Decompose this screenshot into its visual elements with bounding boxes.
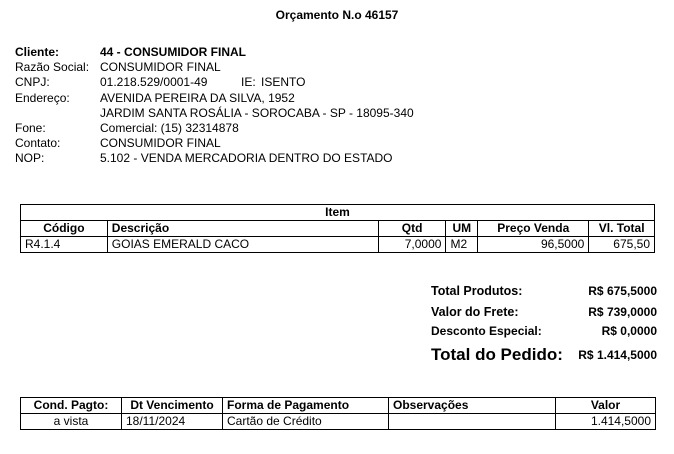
valor-frete-label: Valor do Frete: [431,305,519,319]
contato-label: Contato: [15,136,61,150]
total-produtos-value: R$ 675,5000 [588,284,657,298]
razao-value: CONSUMIDOR FINAL [100,60,221,74]
endereco-label: Endereço: [15,91,70,105]
contato-value: CONSUMIDOR FINAL [100,136,221,150]
cell-cond-pagto: a vista [21,414,122,430]
fone-label: Fone: [15,121,46,135]
valor-frete-value: R$ 739,0000 [588,305,657,319]
ie-value: ISENTO [261,75,306,89]
cnpj-value: 01.218.529/0001-49 [100,75,208,89]
items-table-header: Item [21,205,655,221]
endereco-line2: JARDIM SANTA ROSÁLIA - SOROCABA - SP - 18095-340 [100,106,414,120]
col-forma-pagamento: Forma de Pagamento [223,398,389,414]
razao-label: Razão Social: [15,60,90,74]
cnpj-label: CNPJ: [15,75,50,89]
table-row [21,237,655,253]
payment-table-columns [21,398,656,414]
cell-forma-pagamento: Cartão de Crédito [223,414,389,430]
cell-qtd: 7,0000 [378,237,446,253]
cliente-value: 44 - CONSUMIDOR FINAL [100,45,247,59]
desconto-label: Desconto Especial: [431,324,542,338]
cell-preco-venda: 96,5000 [478,237,589,253]
total-pedido-label: Total do Pedido: [431,345,563,364]
col-um: UM [446,221,478,237]
cell-observacoes [389,414,556,430]
total-produtos-label: Total Produtos: [431,284,523,298]
col-observacoes: Observações [389,398,556,414]
nop-label: NOP: [15,151,45,165]
col-vl-total: Vl. Total [589,221,655,237]
cell-descricao: GOIAS EMERALD CACO [107,237,378,253]
items-table-columns [21,221,655,237]
total-pedido-value: R$ 1.414,5000 [578,348,657,362]
col-codigo: Código [21,221,108,237]
desconto-value: R$ 0,0000 [601,324,657,338]
endereco-line1: AVENIDA PEREIRA DA SILVA, 1952 [100,91,295,105]
cell-um: M2 [446,237,478,253]
col-preco-venda: Preço Venda [478,221,589,237]
items-table [20,204,655,253]
cell-dt-vencimento: 18/11/2024 [122,414,223,430]
page-title: Orçamento N.o 46157 [275,8,399,22]
payment-table [20,397,656,430]
col-valor: Valor [556,398,656,414]
cell-vl-total: 675,50 [589,237,655,253]
table-row [21,414,656,430]
cell-codigo: R4.1.4 [21,237,108,253]
col-qtd: Qtd [378,221,446,237]
fone-value: Comercial: (15) 32314878 [100,121,239,135]
nop-value: 5.102 - VENDA MERCADORIA DENTRO DO ESTADO [100,151,393,165]
col-descricao: Descrição [107,221,378,237]
ie-label: IE: [241,75,256,89]
cell-valor: 1.414,5000 [556,414,656,430]
cliente-label: Cliente: [15,45,60,59]
col-dt-vencimento: Dt Vencimento [122,398,223,414]
col-cond-pagto: Cond. Pagto: [21,398,122,414]
